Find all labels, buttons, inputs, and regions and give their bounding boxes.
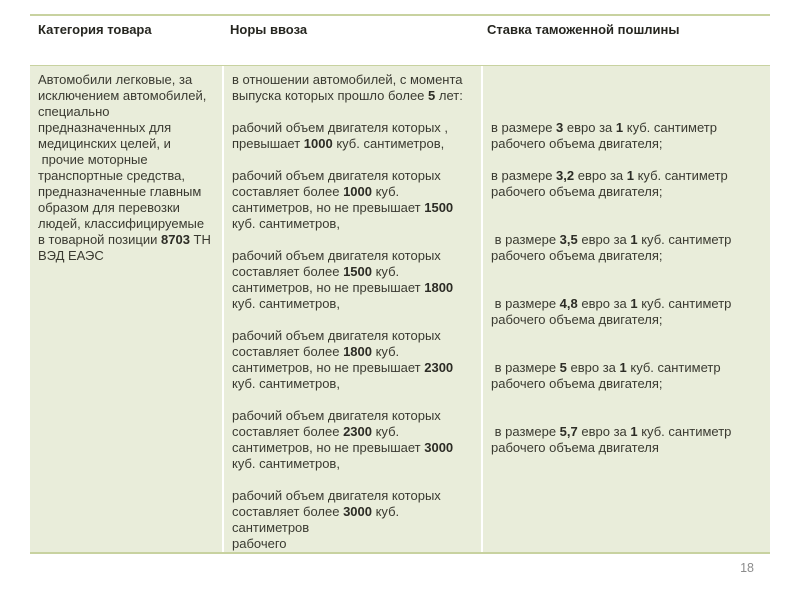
cell-duty-rates: в размере 3 евро за 1 куб. сантиметр рабочего объема двигателя; в размере 3,2 евро за 1 куб. сантиметр рабочего объема двигателя; в размере 3,5 евро за 1 куб. сантиметр рабочего объема двигателя; в размере 4,8 евро за 1 куб. сантиметр рабочего объема двигателя; в размере 5 евро за 1 куб. сантиметр рабочего объема двигателя; в размере 5,7 евро за 1 куб. сантиметр рабочего объема двигателя: [483, 66, 770, 552]
column-header-import-norms: Норы ввоза: [230, 22, 308, 37]
cell-import-norms: в отношении автомобилей, с момента выпуска которых прошло более 5 лет: рабочий объем двигателя которых , превышает 1000 куб. сантиметров, рабочий объем двигателя которых составляет более 1000 куб. сантиметров, но не превышает 1500 куб. сантиметров, рабочий объем двигателя которых составляет более 1500 куб. сантиметров, но не превышает 1800 куб. сантиметров, рабочий объем двигателя которых составляет более 1800 куб. сантиметров, но не превышает 2300 куб. сантиметров, рабочий объем двигателя которых составляет более 2300 куб. сантиметров, но не превышает 3000 куб. сантиметров, рабочий объем двигателя которых составляет более 3000 куб. сантиметров рабочего: [224, 66, 481, 552]
page-number: 18: [740, 561, 754, 575]
column-header-category: Категория товара: [38, 22, 152, 37]
column-header-duty-rate: Ставка таможенной пошлины: [487, 22, 680, 37]
table-body-row: [30, 66, 770, 554]
table-header-row: [30, 16, 770, 66]
cell-category: Автомобили легковые, за исключением автомобилей, специально предназначенных для медицинских целей, и прочие моторные транспортные средства, предназначенные главным образом для перевозки людей, классифицируемые в товарной позиции 8703 ТН ВЭД ЕАЭС: [30, 66, 222, 552]
customs-duty-table: [30, 14, 770, 554]
